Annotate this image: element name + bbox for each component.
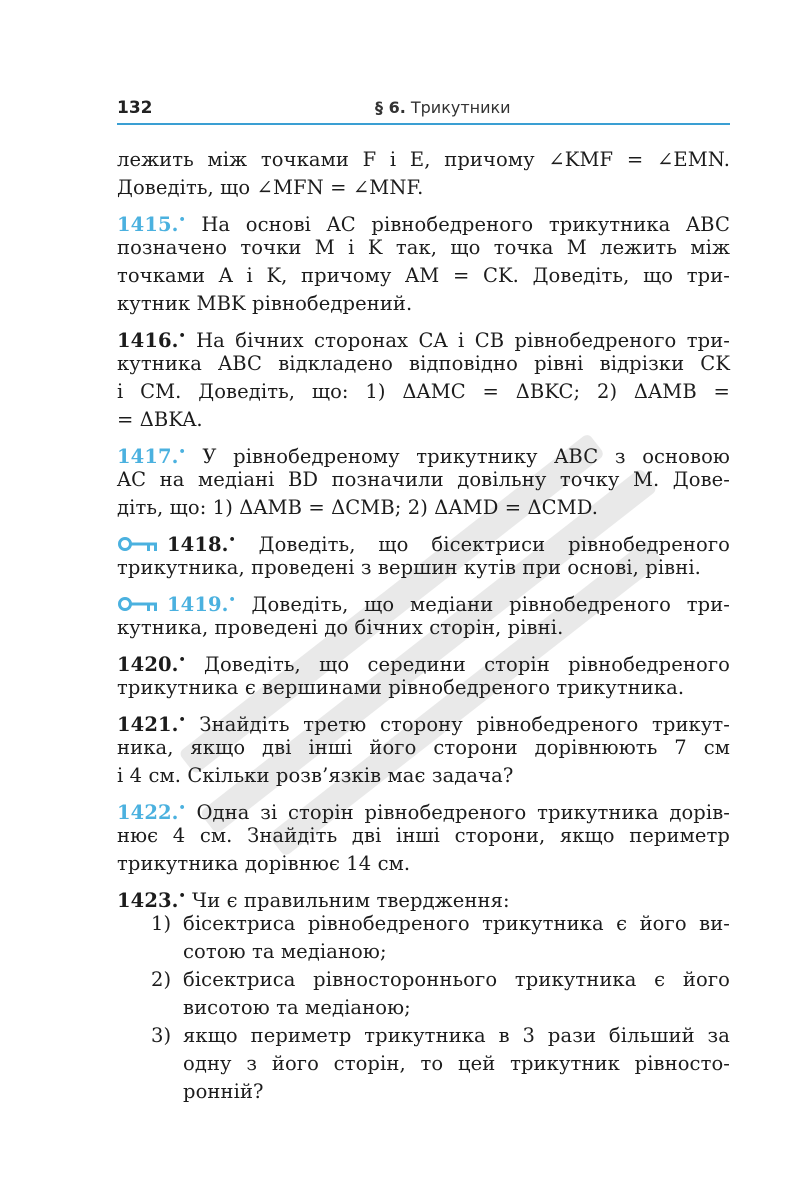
text-line: Доведіть, що бісектриси рівнобедреного	[258, 533, 730, 556]
text-line: = ΔBKA.	[117, 408, 203, 431]
text-line: і 4 см. Скільки розв’язків має задача?	[117, 764, 514, 787]
page-body	[117, 146, 730, 1110]
problem-number: 1422.	[117, 801, 179, 824]
problem-number: 1417.	[117, 445, 179, 468]
problem-number: 1418.	[167, 533, 229, 556]
section-title	[375, 98, 511, 117]
text-line: трикутника дорівнює 14 см.	[117, 852, 411, 875]
text-line: У рівнобедреному трикутнику ABC з основою	[202, 445, 730, 468]
problem-1415	[117, 206, 730, 318]
text-line: лежить між точками F і E, причому ∠KMF = ∠EMN.	[117, 148, 730, 171]
difficulty-dot-icon: •	[228, 533, 236, 546]
problem-1420	[117, 646, 730, 702]
difficulty-dot-icon: •	[228, 593, 236, 606]
text-line: Доведіть, що медіани рівнобедреного три-	[251, 593, 730, 616]
difficulty-dot-icon: •	[178, 889, 186, 902]
problem-continuation	[117, 146, 730, 202]
text-line: На бічних сторонах CA і CB рівнобедреного три-	[196, 329, 730, 352]
text-line: ника, якщо дві інші його сторони дорівнюють 7 см	[117, 736, 730, 759]
problem-1423	[117, 882, 730, 1106]
text-line: Доведіть, що ∠MFN = ∠MNF.	[117, 176, 424, 199]
text-line: трикутника є вершинами рівнобедреного трикутника.	[117, 676, 685, 699]
problem-1421	[117, 706, 730, 790]
subitem-marker: 2)	[151, 968, 172, 991]
text-line: Знайдіть третю сторону рівнобедреного трикут-	[199, 713, 730, 736]
text-line: кутник MBK рівнобедрений.	[117, 292, 413, 315]
section-mark: § 6.	[375, 98, 406, 117]
problem-1422	[117, 794, 730, 878]
subitem-marker: 3)	[151, 1024, 172, 1047]
text-line: трикутника, проведені з вершин кутів при основі, рівні.	[117, 556, 701, 579]
problem-1417	[117, 438, 730, 522]
text-line: ронній?	[183, 1080, 264, 1103]
text-line: діть, що: 1) ΔAMB = ΔCMB; 2) ΔAMD = ΔCMD.	[117, 496, 599, 519]
text-line: кутника, проведені до бічних сторін, рівні.	[117, 616, 564, 639]
difficulty-dot-icon: •	[178, 213, 186, 226]
text-line: одну з його сторін, то цей трикутник рівносто-	[183, 1052, 730, 1075]
section-name: Трикутники	[410, 98, 511, 117]
subitems-list	[151, 910, 730, 1106]
text-line: точками A і K, причому AM = CK. Доведіть, що три-	[117, 264, 730, 287]
text-line: бісектриса рівнобедреного трикутника є його ви-	[183, 912, 730, 935]
problem-number: 1415.	[117, 213, 179, 236]
text-line: бісектриса рівностороннього трикутника є його	[183, 968, 730, 991]
problem-1416	[117, 322, 730, 434]
text-line: Чи є правильним твердження:	[192, 889, 510, 912]
problem-number: 1419.	[167, 593, 229, 616]
text-line: кутника ABC відкладено відповідно рівні відрізки CK	[117, 352, 730, 375]
difficulty-dot-icon: •	[178, 653, 186, 666]
problem-1419	[117, 586, 730, 642]
text-line: і CM. Доведіть, що: 1) ΔAMC = ΔBKC; 2) ΔAMB =	[117, 380, 730, 403]
problem-number: 1420.	[117, 653, 179, 676]
text-line: позначено точки M і K так, що точка M лежить між	[117, 236, 730, 259]
difficulty-dot-icon: •	[178, 713, 186, 726]
text-line: Одна зі сторін рівнобедреного трикутника дорів-	[196, 801, 730, 824]
problem-number: 1416.	[117, 329, 179, 352]
difficulty-dot-icon: •	[178, 445, 186, 458]
key-icon	[117, 536, 161, 552]
problem-1418	[117, 526, 730, 582]
problem-number: 1423.	[117, 889, 179, 912]
text-line: На основі AC рівнобедреного трикутника ABC	[201, 213, 730, 236]
text-line: нює 4 см. Знайдіть дві інші сторони, якщо периметр	[117, 824, 730, 847]
page-header	[117, 93, 730, 125]
problem-number: 1421.	[117, 713, 179, 736]
text-line: якщо периметр трикутника в 3 рази більший за	[183, 1024, 730, 1047]
difficulty-dot-icon: •	[178, 329, 186, 342]
key-icon	[117, 596, 161, 612]
difficulty-dot-icon: •	[178, 801, 186, 814]
text-line: висотою та медіаною;	[183, 996, 411, 1019]
text-line: AC на медіані BD позначили довільну точку M. Дове-	[117, 468, 730, 491]
text-line: Доведіть, що середини сторін рівнобедреного	[204, 653, 730, 676]
page-number: 132	[117, 98, 153, 118]
text-line: сотою та медіаною;	[183, 940, 387, 963]
subitem-marker: 1)	[151, 912, 172, 935]
